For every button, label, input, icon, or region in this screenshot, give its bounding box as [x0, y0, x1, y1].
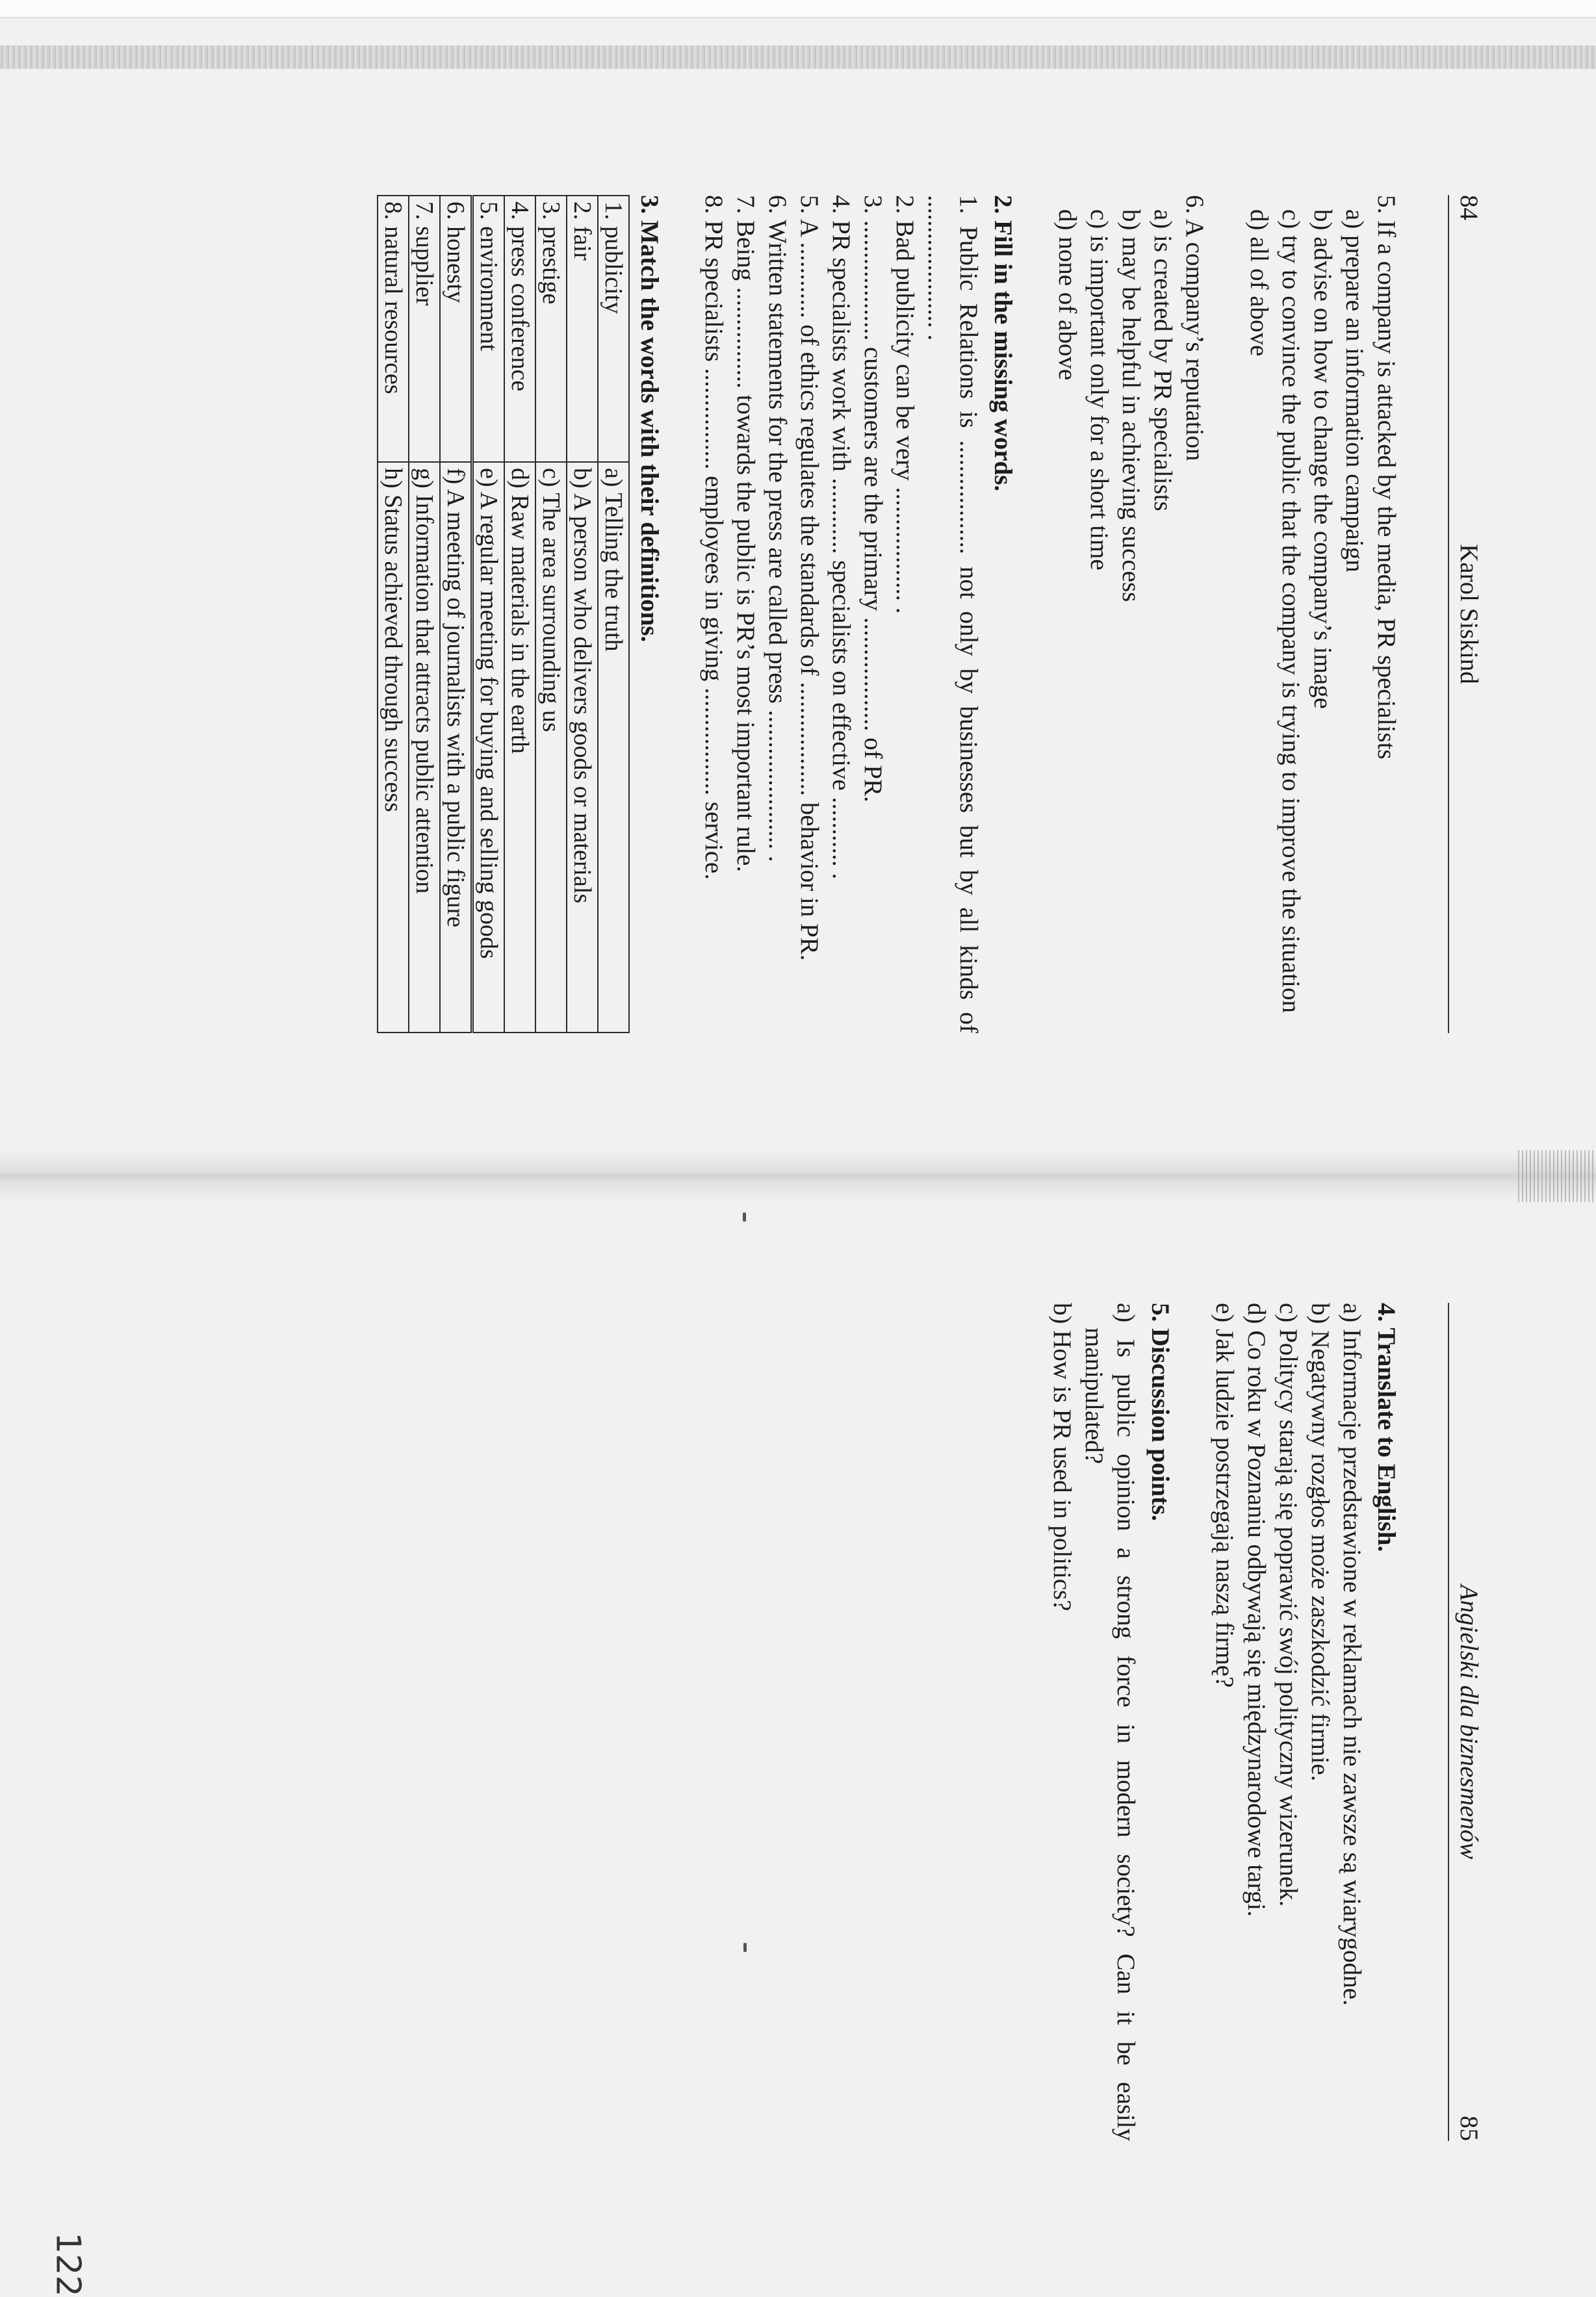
- word-cell: 6. honesty: [440, 196, 472, 462]
- option: c) try to convince the public that the company is trying to improve the situation: [1277, 209, 1305, 1013]
- exercise-line: d) Co roku w Poznaniu odbywają się międzynarodowe targi.: [1242, 1303, 1270, 1917]
- exercise-line: 2. Bad publicity can be very .................. .: [891, 195, 919, 614]
- running-header: [1448, 1303, 1488, 2141]
- running-head-author: Karol Siskind: [1455, 544, 1483, 684]
- margin-handwritten-note: 122: [48, 2232, 88, 2297]
- table-row: [409, 196, 440, 1033]
- definition-cell: a) Telling the truth: [598, 462, 629, 1033]
- section-discussion: [1046, 1303, 1176, 2141]
- definition-cell: e) A regular meeting for buying and selling goods: [472, 462, 505, 1033]
- question-stem: 6. A company’s reputation: [1181, 195, 1209, 461]
- exercise-line: a) Informacje przedstawione w reklamach nie zawsze są wiarygodne.: [1338, 1303, 1366, 2006]
- page-number: 85: [1455, 2116, 1483, 2141]
- table-row: [504, 196, 535, 1033]
- scan-top-edge: [0, 0, 1596, 18]
- exercise-line: 4. PR specialists work with ............ specialists on effective ........... .: [827, 195, 855, 880]
- spine-noise: [1518, 1150, 1596, 1202]
- exercise-line: b) How is PR used in politics?: [1048, 1303, 1076, 1611]
- definition-cell: c) The area surrounding us: [535, 462, 567, 1033]
- table-row: [535, 196, 567, 1033]
- exercise-line: c) Politycy starają się poprawić swój polityczny wizerunek.: [1274, 1303, 1302, 1907]
- question-6: [1051, 195, 1211, 1033]
- exercise-line: 6. Written statements for the press are called press ...................... .: [764, 195, 792, 862]
- exercise-line: 1. Public Relations is .................. not only by businesses but by all kinds of ..................... .: [923, 195, 983, 1033]
- word-cell: 8. natural resources: [378, 196, 409, 462]
- left-page: [221, 195, 1488, 1033]
- exercise-line: 3. ................... customers are the primary .................. of PR.: [859, 195, 887, 802]
- section-title: 5. Discussion points.: [1146, 1303, 1174, 1521]
- option: d) all of above: [1245, 209, 1273, 357]
- book-spine-shadow: [0, 1153, 1596, 1199]
- exercise-line: b) Negatywny rozgłos może zaszkodzić firmie.: [1306, 1303, 1334, 1782]
- definition-cell: h) Status achieved through success: [378, 462, 409, 1033]
- word-cell: 3. prestige: [535, 196, 567, 462]
- option: d) none of above: [1053, 209, 1081, 381]
- option: a) prepare an information campaign: [1341, 209, 1369, 572]
- exercise-line: a) Is public opinion a strong force in modern society? Can it be easily manipulated?: [1080, 1303, 1140, 2141]
- section-fill-missing-words: [698, 195, 1019, 1033]
- section-title: 3. Match the words with their definitions.: [636, 195, 663, 643]
- exercise-line: 7. Being ................ towards the public is PR’s most important rule.: [732, 195, 760, 873]
- page-number: 84: [1455, 195, 1483, 220]
- exercise-line: 8. PR specialists ................ employees in giving ................. service.: [700, 195, 728, 880]
- table-row: [378, 196, 409, 1033]
- section-match-definitions: [377, 195, 665, 1033]
- scan-shadow-band: [0, 45, 1596, 69]
- matching-table: [377, 195, 630, 1033]
- option: b) advise on how to change the company’s image: [1309, 209, 1337, 709]
- question-stem: 5. If a company is attacked by the media, PR specialists: [1372, 195, 1400, 760]
- table-row: [440, 196, 472, 1033]
- scan-speck: [743, 1213, 746, 1222]
- word-cell: 7. supplier: [409, 196, 440, 462]
- right-page: [221, 1303, 1488, 2141]
- option: a) is created by PR specialists: [1149, 209, 1177, 511]
- definition-cell: f) A meeting of journalists with a public figure: [440, 462, 472, 1033]
- option: c) is important only for a short time: [1085, 209, 1113, 571]
- option: b) may be helpful in achieving success: [1117, 209, 1145, 602]
- definition-cell: g) Information that attracts public attention: [409, 462, 440, 1033]
- definition-cell: d) Raw materials in the earth: [504, 462, 535, 1033]
- section-title: 2. Fill in the missing words.: [989, 195, 1017, 492]
- definition-cell: b) A person who delivers goods or materials: [567, 462, 598, 1033]
- table-row: [567, 196, 598, 1033]
- word-cell: 1. publicity: [598, 196, 629, 462]
- running-head-title: Angielski dla biznesmenów: [1455, 1584, 1483, 1860]
- section-title: 4. Translate to English.: [1372, 1303, 1400, 1552]
- exercise-line: 5. A ............ of ethics regulates the standards of .................. behavior in PR.: [795, 195, 823, 961]
- question-5: [1243, 195, 1402, 1033]
- word-cell: 4. press conference: [504, 196, 535, 462]
- section-translate: [1209, 1303, 1402, 2141]
- exercise-line: e) Jak ludzie postrzegają naszą firmę?: [1211, 1303, 1239, 1688]
- table-row: [472, 196, 505, 1033]
- running-header: [1448, 195, 1488, 1033]
- word-cell: 5. environment: [472, 196, 505, 462]
- word-cell: 2. fair: [567, 196, 598, 462]
- table-row: [598, 196, 629, 1033]
